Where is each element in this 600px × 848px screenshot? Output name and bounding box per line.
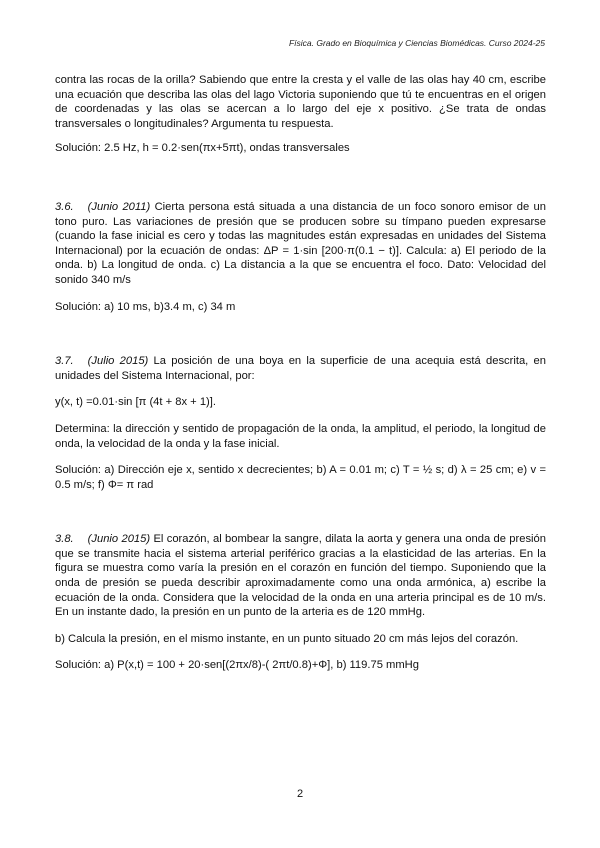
equation-text: y(x, t) =0.01·sin [π (4t + 8x + 1)]. (55, 396, 216, 409)
solution-text: Solución: a) P(x,t) = 100 + 20·sen[(2πx/8)-( 2πt/0.8)+Φ], b) 119.75 mmHg (55, 659, 419, 672)
part-b-text: b) Calcula la presión, en el mismo instante, en un punto situado 20 cm más lejos del corazón. (55, 632, 519, 645)
solution-text: Solución: 2.5 Hz, h = 0.2·sen(πx+5πt), ondas transversales (55, 142, 350, 155)
problem-continuation-text: contra las rocas de la orilla? Sabiendo que entre la cresta y el valle de las olas hay 40 cm, escribe una ecuación que describa las olas del lago Victoria suponiendo que tú te encuentras en el origen de coordenadas y las olas se acercan a lo largo del eje x positivo. ¿Se trata de ondas transversales o longitudinales? Argumenta tu respuesta. (55, 74, 546, 130)
problem-3-7 (55, 354, 546, 383)
problem-text: Cierta persona está situada a una distancia de un foco sonoro emisor de un tono puro. Las variaciones de presión que se producen sobre su tímpano pueden expresarse (cuando la fase inicial es cero y todas las magnitudes están expresadas en unidades del Sistema Internacional) por la ecuación de ondas: ΔP = 1·sin [200·π(0.1 − t)]. Calcula: a) El periodo de la onda. b) La longitud de onda. c) La distancia a la que se encuentra el foco. Dato: Velocidad del sonido 340 m/s (55, 200, 546, 286)
problem-source: (Junio 2015) (87, 533, 151, 546)
problem-text: La posición de una boya en la superficie de una acequia está descrita, en unidades del Sistema Internacional, por: (55, 355, 546, 382)
problem-source: (Julio 2015) (87, 355, 149, 368)
problem-text: El corazón, al bombear la sangre, dilata la aorta y genera una onda de presión que se transmite hacia el sistema arterial periférico gracias a la elasticidad de las arterias. En la figura se muestra como varía la presión en el corazón en función del tiempo. Suponiendo que la onda de presión se pueda describir aproximadamente como una onda armónica, a) escribe la ecuación de la onda. Considera que la velocidad de la onda en una arteria principal es de 10 m/s. En un instante dado, la presión en un punto de la arteria es de 120 mmHg. (55, 533, 546, 619)
problem-source: (Junio 2011) (87, 200, 151, 213)
solution-text: Solución: a) Dirección eje x, sentido x decrecientes; b) A = 0.01 m; c) T = ½ s; d) λ = 25 cm; e) v = 0.5 m/s; f) Φ= π rad (55, 464, 546, 491)
problem-3-6 (55, 200, 546, 288)
running-header: Física. Grado en Bioquímica y Ciencias Biomédicas. Curso 2024-25 (288, 38, 545, 48)
solution-text: Solución: a) 10 ms, b)3.4 m, c) 34 m (55, 300, 236, 313)
question-text: Determina: la dirección y sentido de propagación de la onda, la amplitud, el periodo, la longitud de onda, la velocidad de la onda y la fase inicial. (55, 422, 546, 450)
problem-number: 3.6. (55, 200, 74, 213)
page-body (55, 73, 546, 673)
page-number: 2 (296, 788, 304, 800)
problem-number: 3.8. (55, 533, 74, 546)
problem-3-8 (55, 532, 546, 620)
problem-number: 3.7. (55, 355, 74, 368)
